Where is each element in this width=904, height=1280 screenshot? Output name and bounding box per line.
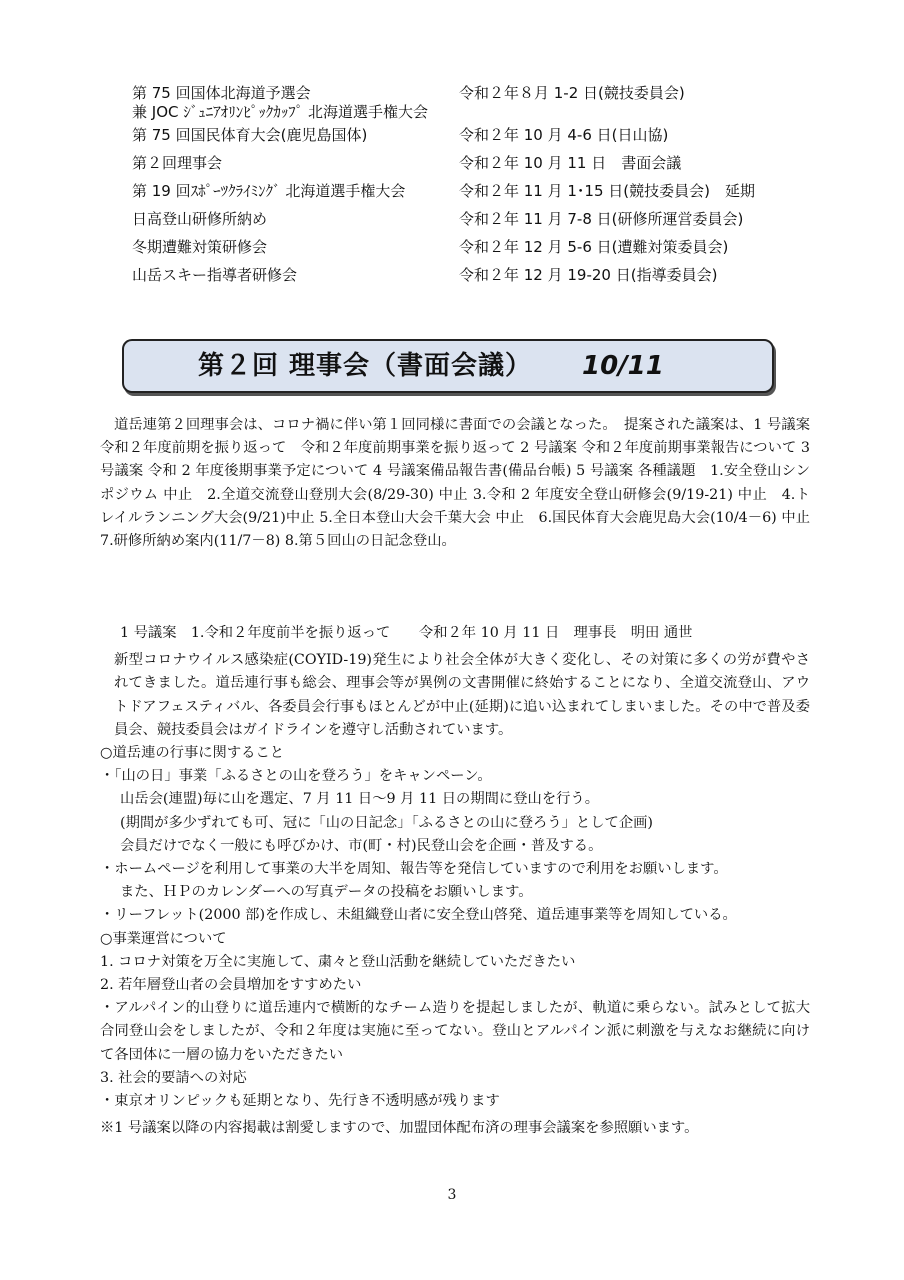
- schedule-event: 第 19 回ｽﾎﾟｰﾂｸﾗｲﾐﾝｸﾞ 北海道選手権大会: [132, 182, 406, 200]
- schedule-date: 令和２年 10 月 11 日 書面会議: [459, 154, 682, 172]
- chairman-report: [100, 622, 810, 1140]
- bullet-sub-item: 山岳会(連盟)毎に山を選定、7 月 11 日～9 月 11 日の期間に登山を行う。: [120, 791, 600, 808]
- event-schedule: [132, 84, 832, 294]
- schedule-date: 令和２年 10 月 4-6 日(日山協): [459, 126, 669, 144]
- report-paragraph: 新型コロナウイルス感染症(COYID-19)発生により社会全体が大きく変化し、その対策に多くの労が費やされてきました。道岳連行事も総会、理事会等が異例の文書開催に終始することになり、全道交流登山、アウトドアフェスティバル、各委員会行事もほとんどが中止(延期)に追い込まれてしまいました。その中で普及委員会、競技委員会はガイドラインを遵守し活動されています。: [114, 652, 810, 738]
- bullet-sub-item: また、ＨＰのカレンダーへの写真データの投稿をお願いします。: [120, 884, 533, 901]
- schedule-date: 令和２年 12 月 19-20 日(指導委員会): [459, 266, 718, 284]
- schedule-event: 第 75 回国民体育大会(鹿児島国体): [132, 126, 368, 144]
- schedule-row: [132, 238, 832, 266]
- report-header: 1 号議案 1.令和２年度前半を振り返って 令和２年 10 月 11 日 理事長 明田 通世: [120, 625, 693, 641]
- footnote: ※1 号議案以降の内容掲載は割愛しますので、加盟団体配布済の理事会議案を参照願います。: [100, 1120, 699, 1137]
- numbered-item: 1. コロナ対策を万全に実施して、粛々と登山活動を継続していただきたい: [100, 953, 576, 970]
- numbered-item: 3. 社会的要請への対応: [100, 1069, 247, 1086]
- schedule-event: 山岳スキー指導者研修会: [132, 266, 298, 284]
- schedule-row: [132, 182, 832, 210]
- banner-title: 第２回 理事会（書面会議）: [198, 351, 533, 381]
- schedule-event: 日高登山研修所納め: [132, 210, 268, 228]
- schedule-date: 令和２年８月 1-2 日(競技委員会): [459, 84, 685, 102]
- section-heading: ○道岳連の行事に関すること: [100, 745, 285, 762]
- schedule-date: 令和２年 11 月 7-8 日(研修所運営委員会): [459, 210, 744, 228]
- bullet-item: ・ホームページを利用して事業の大半を周知、報告等を発信していますので利用をお願いします。: [100, 861, 728, 878]
- banner-date: 10/11: [582, 351, 664, 381]
- schedule-event: 第２回理事会: [132, 154, 223, 172]
- numbered-item-body: ・アルパイン的山登りに道岳連内で横断的なチーム造りを提起しましたが、軌道に乗らない。試みとして拡大合同登山会をしましたが、令和２年度は実施に至ってない。登山とアルパイン派に刺激を与えなお継続に向けて各団体に一層の協力をいただきたい: [100, 1000, 810, 1063]
- bullet-item: ・「山の日」事業「ふるさとの山を登ろう」をキャンペーン。: [100, 768, 492, 785]
- schedule-event: [132, 84, 428, 122]
- schedule-row: [132, 126, 832, 154]
- schedule-row: [132, 154, 832, 182]
- bullet-sub-item: (期間が多少ずれても可、冠に「山の日記念」「ふるさとの山に登ろう」として企画): [120, 814, 653, 831]
- bullet-item: ・リーフレット(2000 部)を作成し、未組織登山者に安全登山啓発、道岳連事業等を周知している。: [100, 907, 737, 924]
- schedule-row: [132, 266, 832, 294]
- section-banner: [122, 339, 774, 393]
- page-number: 3: [447, 1187, 457, 1203]
- numbered-item: 2. 若年層登山者の会員増加をすすめたい: [100, 977, 362, 994]
- schedule-event-subtitle: 兼 JOC ｼﾞｭﾆｱｵﾘﾝﾋﾟｯｸｶｯﾌﾟ 北海道選手権大会: [132, 103, 429, 121]
- schedule-event-name: 第 75 回国体北海道予選会: [132, 84, 311, 102]
- section-heading: ○事業運営について: [100, 930, 227, 947]
- schedule-date: 令和２年 12 月 5-6 日(遭難対策委員会): [459, 238, 729, 256]
- numbered-item-body: ・東京オリンピックも延期となり、先行き不透明感が残ります: [100, 1093, 500, 1110]
- bullet-sub-item: 会員だけでなく一般にも呼びかけ、市(町・村)民登山会を企画・普及する。: [120, 837, 603, 854]
- schedule-event: 冬期遭難対策研修会: [132, 238, 268, 256]
- schedule-row: [132, 210, 832, 238]
- intro-paragraph: 道岳連第２回理事会は、コロナ禍に伴い第１回同様に書面での会議となった。 提案された議案は、1 号議案 令和２年度前期を振り返って 令和２年度前期事業を振り返って 2 号議案 令和２年度前期事業報告について 3 号議案 令和 2 年度後期事業予定について 4 号議案備品報告書(備品台帳) 5 号議案 各種議題 1.安全登山シンポジウム 中止 2.全道交流登山登別大会(8/29-30) 中止 3.令和 2 年度安全登山研修会(9/19-21) 中止 4.トレイルランニング大会(9/21)中止 5.全日本登山大会千葉大会 中止 6.国民体育大会鹿児島大会(10/4－6) 中止 7.研修所納め案内(11/7－8) 8.第５回山の日記念登山。: [100, 417, 825, 550]
- schedule-date: 令和２年 11 月 1･15 日(競技委員会) 延期: [459, 182, 755, 200]
- schedule-row: [132, 84, 832, 126]
